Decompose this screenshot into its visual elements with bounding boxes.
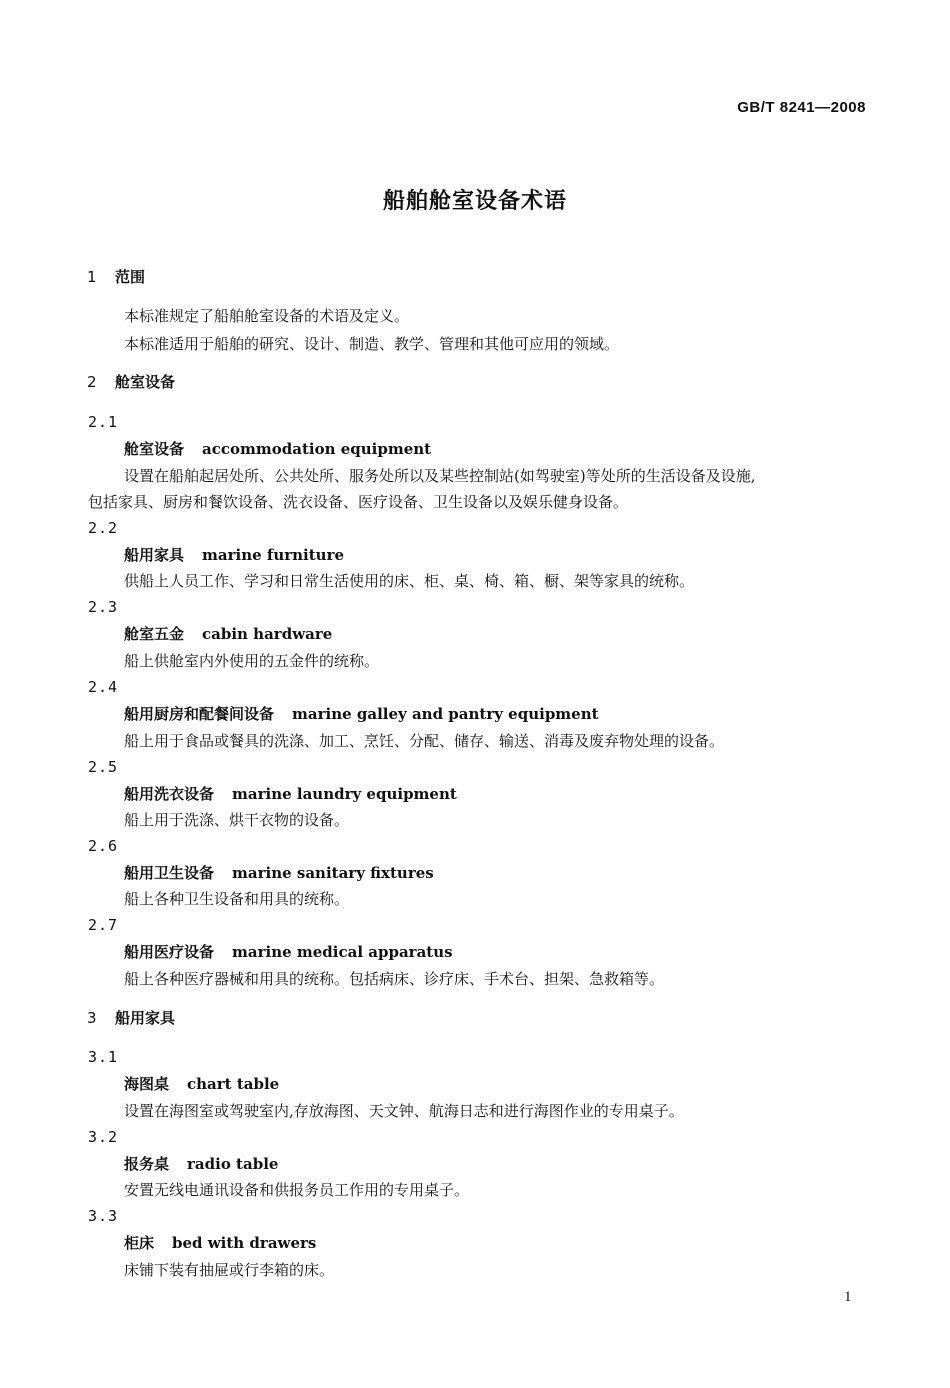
section-number: 2 — [87, 373, 97, 391]
term-definition: 船上供舱室内外使用的五金件的统称。 — [124, 652, 380, 670]
term-english: cabin hardware — [202, 625, 333, 643]
section-number: 3 — [87, 1009, 97, 1027]
term-definition: 供船上人员工作、学习和日常生活使用的床、柜、桌、椅、箱、橱、架等家具的统称。 — [124, 572, 695, 590]
term-entry — [124, 439, 431, 459]
term-definition: 船上各种卫生设备和用具的统称。 — [124, 890, 350, 908]
term-definition: 设置在海图室或驾驶室内,存放海图、天文钟、航海日志和进行海图作业的专用桌子。 — [124, 1102, 684, 1120]
term-english: bed with drawers — [172, 1234, 317, 1252]
page-number: 1 — [844, 1289, 852, 1305]
section-title: 舱室设备 — [115, 373, 176, 391]
term-entry — [124, 1074, 279, 1094]
term-english: marine laundry equipment — [232, 785, 457, 803]
clause-number: 2.1 — [88, 413, 119, 431]
term-chinese: 船用卫生设备 — [124, 864, 215, 882]
term-chinese: 船用医疗设备 — [124, 943, 215, 961]
standard-number: GB/T 8241—2008 — [737, 99, 866, 116]
term-definition: 包括家具、厨房和餐饮设备、洗衣设备、医疗设备、卫生设备以及娱乐健身设备。 — [88, 493, 629, 511]
clause-number: 3.2 — [88, 1128, 119, 1146]
term-entry — [124, 1154, 278, 1174]
term-definition: 设置在船舶起居处所、公共处所、服务处所以及某些控制站(如驾驶室)等处所的生活设备及设施, — [124, 467, 756, 485]
term-chinese: 船用洗衣设备 — [124, 785, 215, 803]
term-entry — [124, 784, 457, 804]
term-chinese: 舱室设备 — [124, 440, 185, 458]
term-entry — [124, 545, 344, 565]
clause-number: 2.2 — [88, 519, 119, 537]
term-english: marine galley and pantry equipment — [292, 705, 599, 723]
paragraph: 本标准适用于船舶的研究、设计、制造、教学、管理和其他可应用的领域。 — [124, 335, 620, 353]
term-chinese: 海图桌 — [124, 1075, 170, 1093]
term-definition: 床铺下装有抽屉或行李箱的床。 — [124, 1261, 335, 1279]
term-entry — [124, 1233, 316, 1253]
document-title: 船舶舱室设备术语 — [382, 189, 567, 214]
term-english: marine sanitary fixtures — [232, 864, 434, 882]
clause-number: 2.7 — [88, 916, 119, 934]
term-english: marine medical apparatus — [232, 943, 453, 961]
term-english: marine furniture — [202, 546, 345, 564]
section-title: 船用家具 — [115, 1009, 176, 1027]
term-definition: 安置无线电通讯设备和供报务员工作用的专用桌子。 — [124, 1181, 470, 1199]
term-entry — [124, 704, 599, 724]
term-entry — [124, 942, 453, 962]
term-english: accommodation equipment — [202, 440, 432, 458]
paragraph: 本标准规定了船舶舱室设备的术语及定义。 — [124, 307, 410, 325]
clause-number: 3.1 — [88, 1048, 119, 1066]
term-chinese: 柜床 — [124, 1234, 155, 1252]
term-entry — [124, 624, 332, 644]
term-chinese: 船用厨房和配餐间设备 — [124, 705, 275, 723]
term-entry — [124, 863, 434, 883]
clause-number: 2.6 — [88, 837, 119, 855]
term-english: chart table — [187, 1075, 280, 1093]
term-chinese: 报务桌 — [124, 1155, 170, 1173]
term-english: radio table — [187, 1155, 279, 1173]
clause-number: 3.3 — [88, 1207, 119, 1225]
section-heading-1 — [87, 267, 145, 287]
section-number: 1 — [87, 268, 97, 286]
section-title: 范围 — [115, 268, 146, 286]
term-definition: 船上用于食品或餐具的洗涤、加工、烹饪、分配、储存、输送、消毒及废弃物处理的设备。 — [124, 732, 725, 750]
clause-number: 2.5 — [88, 758, 119, 776]
term-chinese: 船用家具 — [124, 546, 185, 564]
clause-number: 2.4 — [88, 678, 119, 696]
section-heading-3 — [87, 1008, 175, 1028]
term-definition: 船上各种医疗器械和用具的统称。包括病床、诊疗床、手术台、担架、急救箱等。 — [124, 970, 665, 988]
term-chinese: 舱室五金 — [124, 625, 185, 643]
term-definition: 船上用于洗涤、烘干衣物的设备。 — [124, 811, 350, 829]
section-heading-2 — [87, 372, 175, 392]
clause-number: 2.3 — [88, 598, 119, 616]
